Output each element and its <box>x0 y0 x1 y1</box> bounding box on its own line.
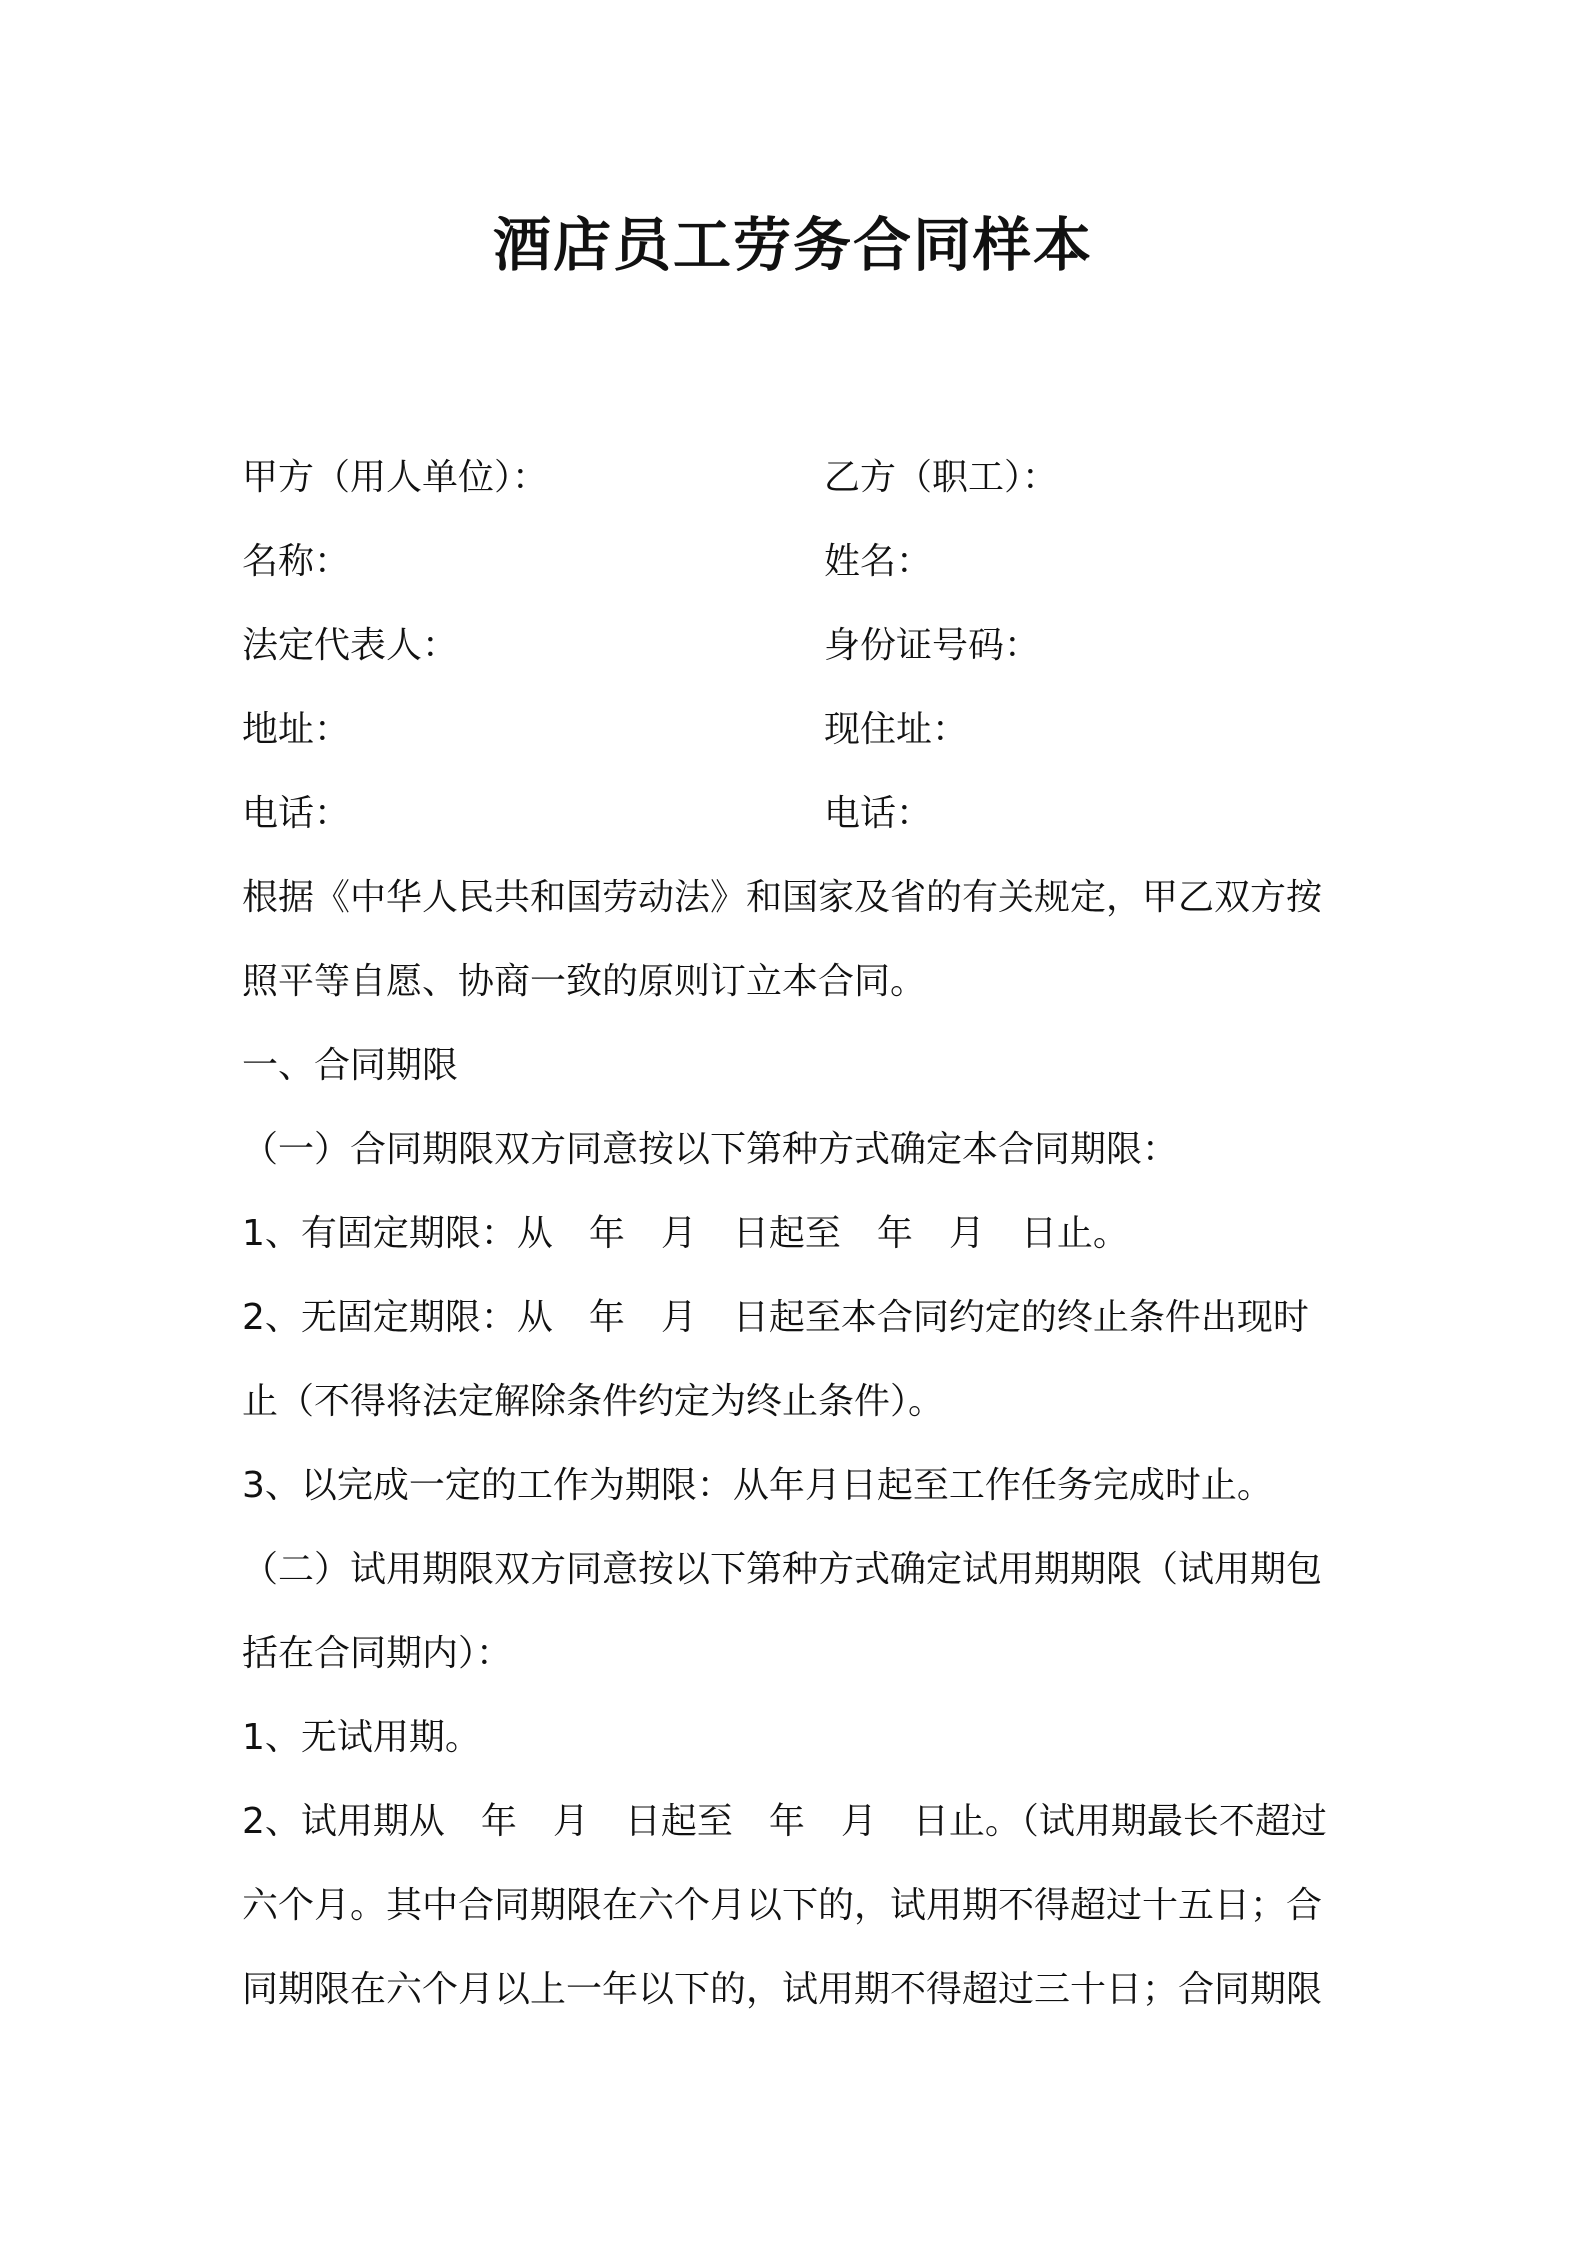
party-b-header: 乙方（职工）： <box>824 457 1059 498</box>
party-a-address-label: 地址： <box>242 709 351 750</box>
party-b-name-label: 姓名： <box>824 541 933 582</box>
section-heading: 一、合同期限 <box>242 1045 459 1086</box>
party-row-header <box>242 436 1362 520</box>
party-a-phone-label: 电话： <box>242 793 351 834</box>
document-title: 酒店员工劳务合同样本 <box>492 211 1093 279</box>
body-line: 1、无试用期。 <box>242 1717 481 1758</box>
party-b-phone-label: 电话： <box>824 793 933 834</box>
body-line: 止（不得将法定解除条件约定为终止条件）。 <box>242 1381 945 1422</box>
subsection-heading: （一）合同期限双方同意按以下第种方式确定本合同期限： <box>242 1129 1179 1170</box>
body-line: 3、以完成一定的工作为期限：从年月日起至工作任务完成时止。 <box>242 1465 1273 1506</box>
body-line: 根据《中华人民共和国劳动法》和国家及省的有关规定，甲乙双方按 <box>242 877 1323 918</box>
body-line: 括在合同期内）： <box>242 1633 513 1674</box>
body-line: 六个月。其中合同期限在六个月以下的，试用期不得超过十五日；合 <box>242 1885 1323 1926</box>
party-a-name-label: 名称： <box>242 541 351 582</box>
body-line: 同期限在六个月以上一年以下的，试用期不得超过三十日；合同期限 <box>242 1969 1323 2010</box>
party-b-id-number-label: 身份证号码： <box>824 625 1041 666</box>
party-row-name <box>242 520 1362 604</box>
party-row-phone <box>242 772 1362 856</box>
party-a-legal-rep-label: 法定代表人： <box>242 625 459 666</box>
party-row-id <box>242 604 1362 688</box>
body-line: 2、试用期从 年 月 日起至 年 月 日止。（试用期最长不超过 <box>242 1801 1327 1842</box>
party-b-address-label: 现住址： <box>824 709 969 750</box>
body-line: 1、有固定期限：从 年 月 日起至 年 月 日止。 <box>242 1213 1129 1254</box>
body-line: 照平等自愿、协商一致的原则订立本合同。 <box>242 961 927 1002</box>
subsection-heading: （二）试用期限双方同意按以下第种方式确定试用期期限（试用期包 <box>242 1549 1323 1590</box>
body-line: 2、无固定期限：从 年 月 日起至本合同约定的终止条件出现时 <box>242 1297 1309 1338</box>
party-a-header: 甲方（用人单位）： <box>242 457 549 498</box>
party-row-address <box>242 688 1362 772</box>
